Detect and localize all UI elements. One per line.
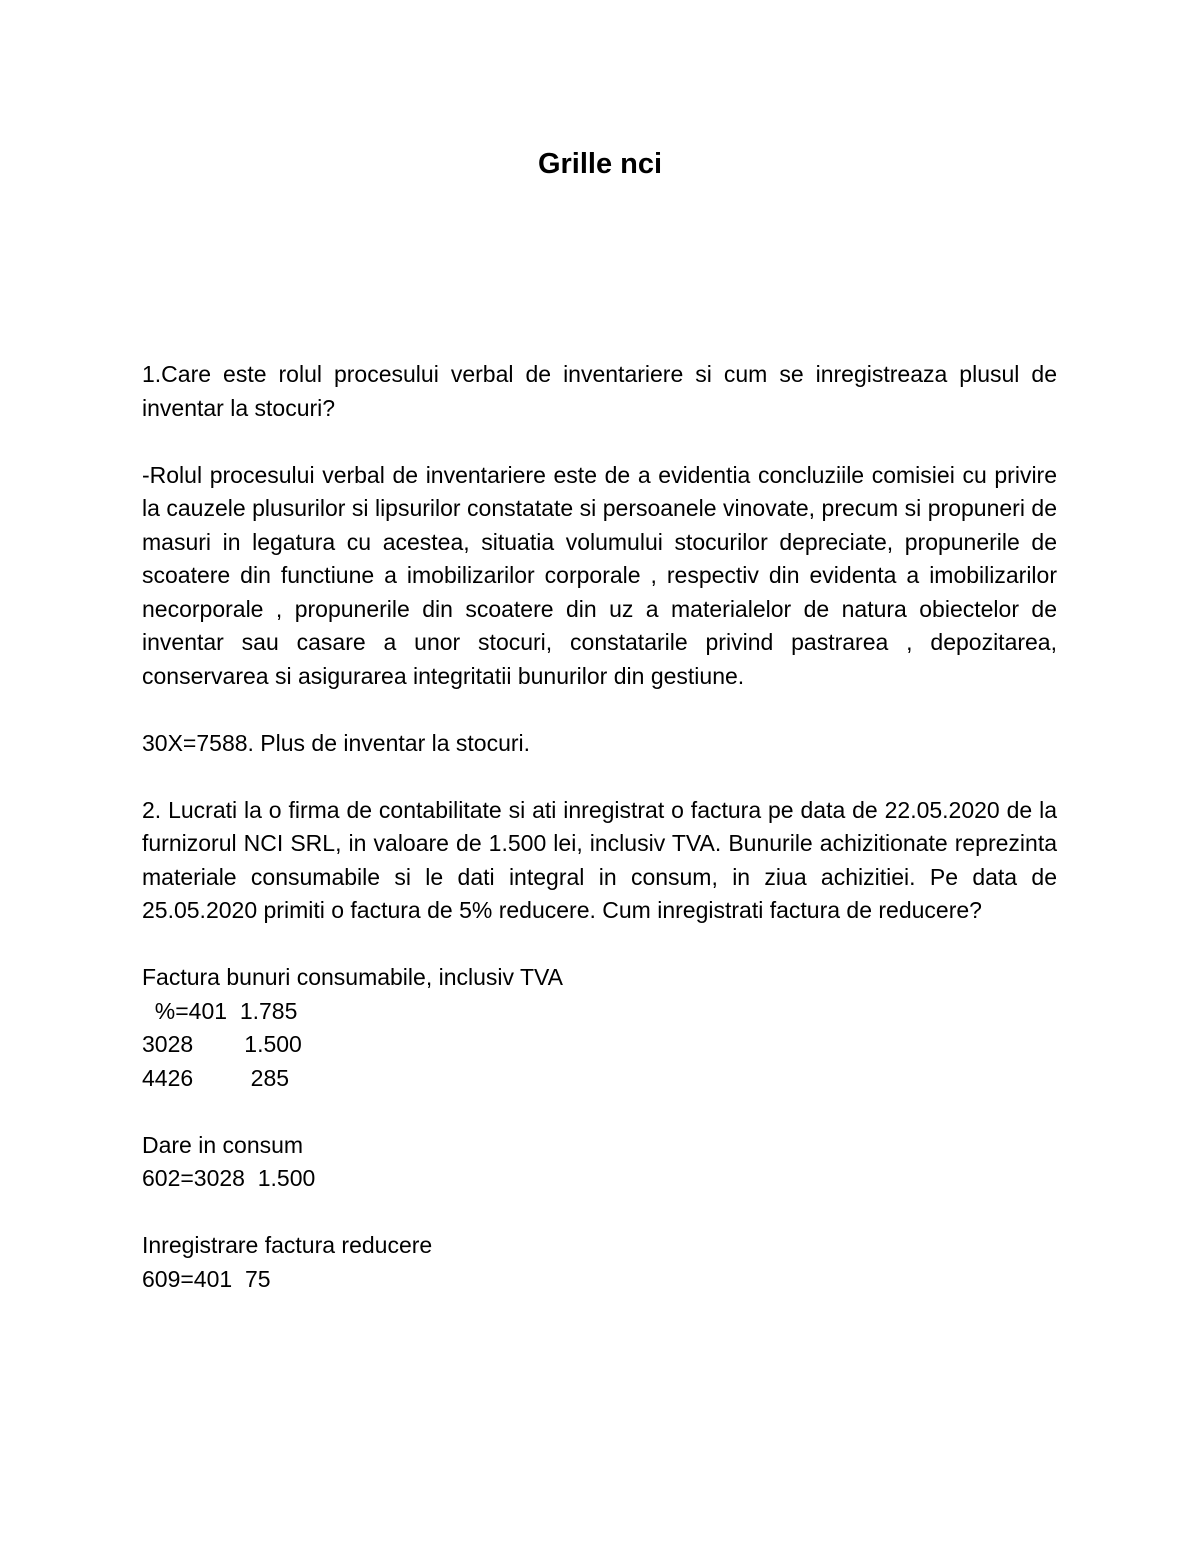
spacer bbox=[142, 1196, 1057, 1230]
discount-entry: 609=401 75 bbox=[142, 1265, 271, 1292]
document-body bbox=[142, 358, 1057, 1296]
question-1: 1.Care este rolul procesului verbal de inventariere si cum se inregistreaza plusul de inventar la stocuri? bbox=[142, 361, 1057, 421]
spacer bbox=[142, 1095, 1057, 1129]
consumption-entry: 602=3028 1.500 bbox=[142, 1165, 316, 1191]
spacer bbox=[142, 928, 1057, 962]
invoice-entry-line: %=401 1.785 bbox=[142, 997, 298, 1024]
invoice-entry-line: 3028 1.500 bbox=[142, 1031, 302, 1057]
spacer bbox=[142, 425, 1057, 459]
document-title: Grille nci bbox=[537, 148, 663, 180]
consumption-heading: Dare in consum bbox=[142, 1131, 304, 1158]
accounting-entry-plus-inventory: 30X=7588. Plus de inventar la stocuri. bbox=[142, 729, 531, 756]
discount-heading: Inregistrare factura reducere bbox=[142, 1232, 433, 1258]
spacer bbox=[142, 693, 1057, 727]
invoice-entry-line: 4426 285 bbox=[142, 1064, 290, 1091]
spacer bbox=[142, 760, 1057, 794]
question-2: 2. Lucrati la o firma de contabilitate si ati inregistrat o factura pe data de 22.05.2020 de la furnizorul NCI SRL, in valoare de 1.500 lei, inclusiv TVA. Bunurile achizitionate reprezinta materiale consumabile si le dati integral in consum, in ziua achizitiei. Pe data de 25.05.2020 primiti o factura de 5% reducere. Cum inregistrati factura de reducere? bbox=[142, 796, 1057, 923]
answer-1: -Rolul procesului verbal de inventariere este de a evidentia concluziile comisiei cu privire la cauzele plusurilor si lipsurilor constatate si persoanele vinovate, precum si propuneri de masuri in legatura cu acestea, situatia volumului stocurilor depreciate, propunerile de scoatere din functiune a imobilizarilor corporale , respectiv din evidenta a imobilizarilor necorporale , propunerile din scoatere din uz a materialelor de natura obiectelor de inventar sau casare a unor stocuri, constatarile privind pastrarea , depozitarea, conservarea si asigurarea integritatii bunurilor din gestiune. bbox=[142, 461, 1057, 689]
invoice-heading: Factura bunuri consumabile, inclusiv TVA bbox=[142, 964, 564, 990]
